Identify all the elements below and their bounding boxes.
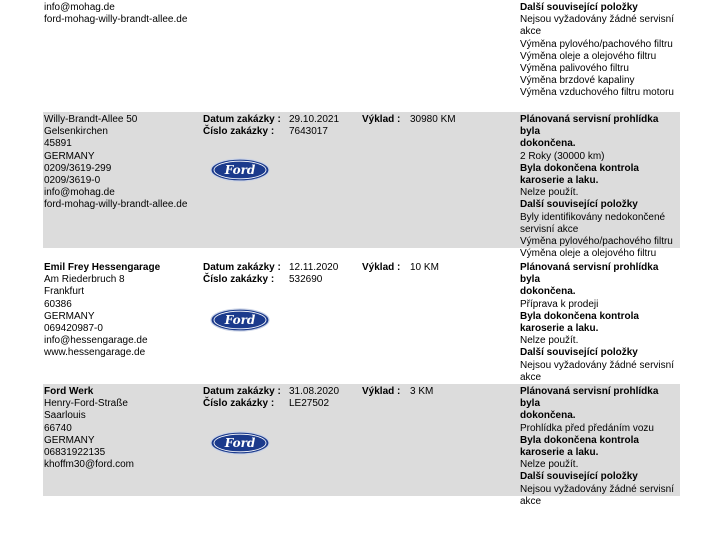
dealer-info: [44, 262, 199, 360]
dealer-info: [44, 114, 199, 212]
order-date: 12.11.2020: [289, 262, 339, 273]
dealer-info: [44, 2, 199, 26]
service-line: Prohlídka před předáním vozu: [520, 422, 654, 434]
dealer-phone: 0209/3619-0: [44, 175, 101, 187]
ford-logo-text: Ford: [224, 436, 256, 451]
service-line: Další související položky: [520, 199, 638, 211]
service-line: Výměna pylového/pachového filtru: [520, 236, 673, 248]
dealer-email: info@mohag.de: [44, 2, 115, 13]
service-record-0: [43, 0, 680, 100]
service-line: Nejsou vyžadovány žádné servisní: [520, 359, 674, 371]
service-line: karoserie a laku.: [520, 323, 599, 335]
dealer-zip: 45891: [44, 138, 72, 150]
dealer-city: Frankfurt: [44, 286, 85, 298]
mileage-value: 30980 KM: [410, 114, 456, 125]
dealer-city: Saarlouis: [44, 410, 86, 422]
order-date: 29.10.2021: [289, 114, 340, 125]
service-line: Výměna pylového/pachového filtru: [520, 38, 673, 50]
service-line: Plánovaná servisní prohlídka byla: [520, 386, 659, 410]
service-line: karoserie a laku.: [520, 175, 599, 187]
mileage-info: [362, 262, 517, 274]
service-line: karoserie a laku.: [520, 447, 599, 459]
service-list: [520, 262, 680, 384]
mileage-info: [362, 114, 517, 126]
service-line: Výměna oleje a olejového filtru: [520, 50, 657, 62]
service-line: Nelze použít.: [520, 459, 579, 471]
dealer-phone: 0209/3619-299: [44, 162, 112, 174]
service-line: Byla dokončena kontrola: [520, 434, 639, 446]
dealer-country: GERMANY: [44, 310, 95, 322]
order-number-label: Číslo zakázky :: [203, 398, 275, 410]
mileage-label: Výklad :: [362, 386, 401, 397]
service-line: Nelze použít.: [520, 335, 579, 347]
service-line: Nejsou vyžadovány žádné servisní: [520, 483, 674, 495]
service-line: Další související položky: [520, 2, 638, 13]
dealer-zip: 66740: [44, 422, 72, 434]
dealer-website: ford-mohag-willy-brandt-allee.de: [44, 199, 188, 211]
order-info: [203, 386, 358, 410]
dealer-phone: 069420987-0: [44, 323, 103, 335]
dealer-street: Henry-Ford-Straße: [44, 398, 128, 410]
service-line: Byla dokončena kontrola: [520, 162, 639, 174]
service-line: Byly identifikovány nedokončené: [520, 211, 666, 223]
service-list: [520, 2, 680, 100]
order-date: 31.08.2020: [289, 386, 340, 397]
ford-logo: [210, 431, 270, 455]
mileage-value: 10 KM: [410, 262, 439, 273]
dealer-country: GERMANY: [44, 434, 95, 446]
dealer-street: Willy-Brandt-Allee 50: [44, 114, 138, 125]
order-number: LE27502: [289, 398, 330, 410]
service-line: Výměna oleje a olejového filtru: [520, 248, 657, 260]
order-date-label: Datum zakázky :: [203, 114, 281, 125]
order-date-label: Datum zakázky :: [203, 262, 281, 273]
ford-logo-text: Ford: [224, 313, 256, 328]
order-date-label: Datum zakázky :: [203, 386, 281, 397]
service-line: Výměna vzduchového filtru motoru: [520, 87, 674, 99]
service-line: servisní akce: [520, 223, 579, 235]
dealer-phone: 06831922135: [44, 447, 106, 459]
dealer-zip: 60386: [44, 298, 72, 310]
dealer-info: [44, 386, 199, 471]
service-line: Příprava k prodeji: [520, 298, 599, 310]
service-line: Plánovaná servisní prohlídka byla: [520, 262, 659, 286]
dealer-email: info@hessengarage.de: [44, 335, 148, 347]
dealer-website: ford-mohag-willy-brandt-allee.de: [44, 14, 188, 26]
service-line: Plánovaná servisní prohlídka byla: [520, 114, 659, 138]
dealer-city: Gelsenkirchen: [44, 126, 108, 138]
dealer-email: info@mohag.de: [44, 187, 115, 199]
service-line: Byla dokončena kontrola: [520, 310, 639, 322]
mileage-label: Výklad :: [362, 262, 401, 273]
order-number: 532690: [289, 274, 323, 286]
service-record-1: [43, 112, 680, 260]
ford-logo: [210, 308, 270, 332]
ford-logo: [210, 158, 270, 182]
service-line: akce: [520, 371, 542, 383]
order-number-label: Číslo zakázky :: [203, 274, 275, 286]
service-line: dokončena.: [520, 138, 576, 150]
service-list: [520, 386, 680, 508]
service-record-3: [43, 384, 680, 507]
service-line: 2 Roky (30000 km): [520, 150, 605, 162]
service-line: Výměna brzdové kapaliny: [520, 75, 635, 87]
service-line: Nelze použít.: [520, 187, 579, 199]
service-line: dokončena.: [520, 410, 576, 422]
service-line: dokončena.: [520, 286, 576, 298]
service-line: Nejsou vyžadovány žádné servisní: [520, 14, 674, 26]
mileage-info: [362, 386, 517, 398]
service-line: akce: [520, 26, 542, 38]
dealer-name: Emil Frey Hessengarage: [44, 262, 161, 273]
dealer-street: Am Riederbruch 8: [44, 274, 125, 286]
ford-logo-text: Ford: [224, 163, 256, 178]
dealer-name: Ford Werk: [44, 386, 94, 397]
service-record-2: [43, 260, 680, 383]
dealer-email: khoffm30@ford.com: [44, 459, 135, 471]
order-info: [203, 114, 358, 138]
mileage-value: 3 KM: [410, 386, 434, 397]
service-line: akce: [520, 495, 542, 507]
service-list: [520, 114, 680, 260]
mileage-label: Výklad :: [362, 114, 401, 125]
service-line: Výměna palivového filtru: [520, 63, 629, 75]
dealer-website: www.hessengarage.de: [44, 347, 146, 359]
service-line: Další související položky: [520, 347, 638, 359]
order-number-label: Číslo zakázky :: [203, 126, 275, 138]
order-number: 7643017: [289, 126, 328, 138]
dealer-country: GERMANY: [44, 150, 95, 162]
order-info: [203, 262, 358, 286]
service-line: Další související položky: [520, 471, 638, 483]
